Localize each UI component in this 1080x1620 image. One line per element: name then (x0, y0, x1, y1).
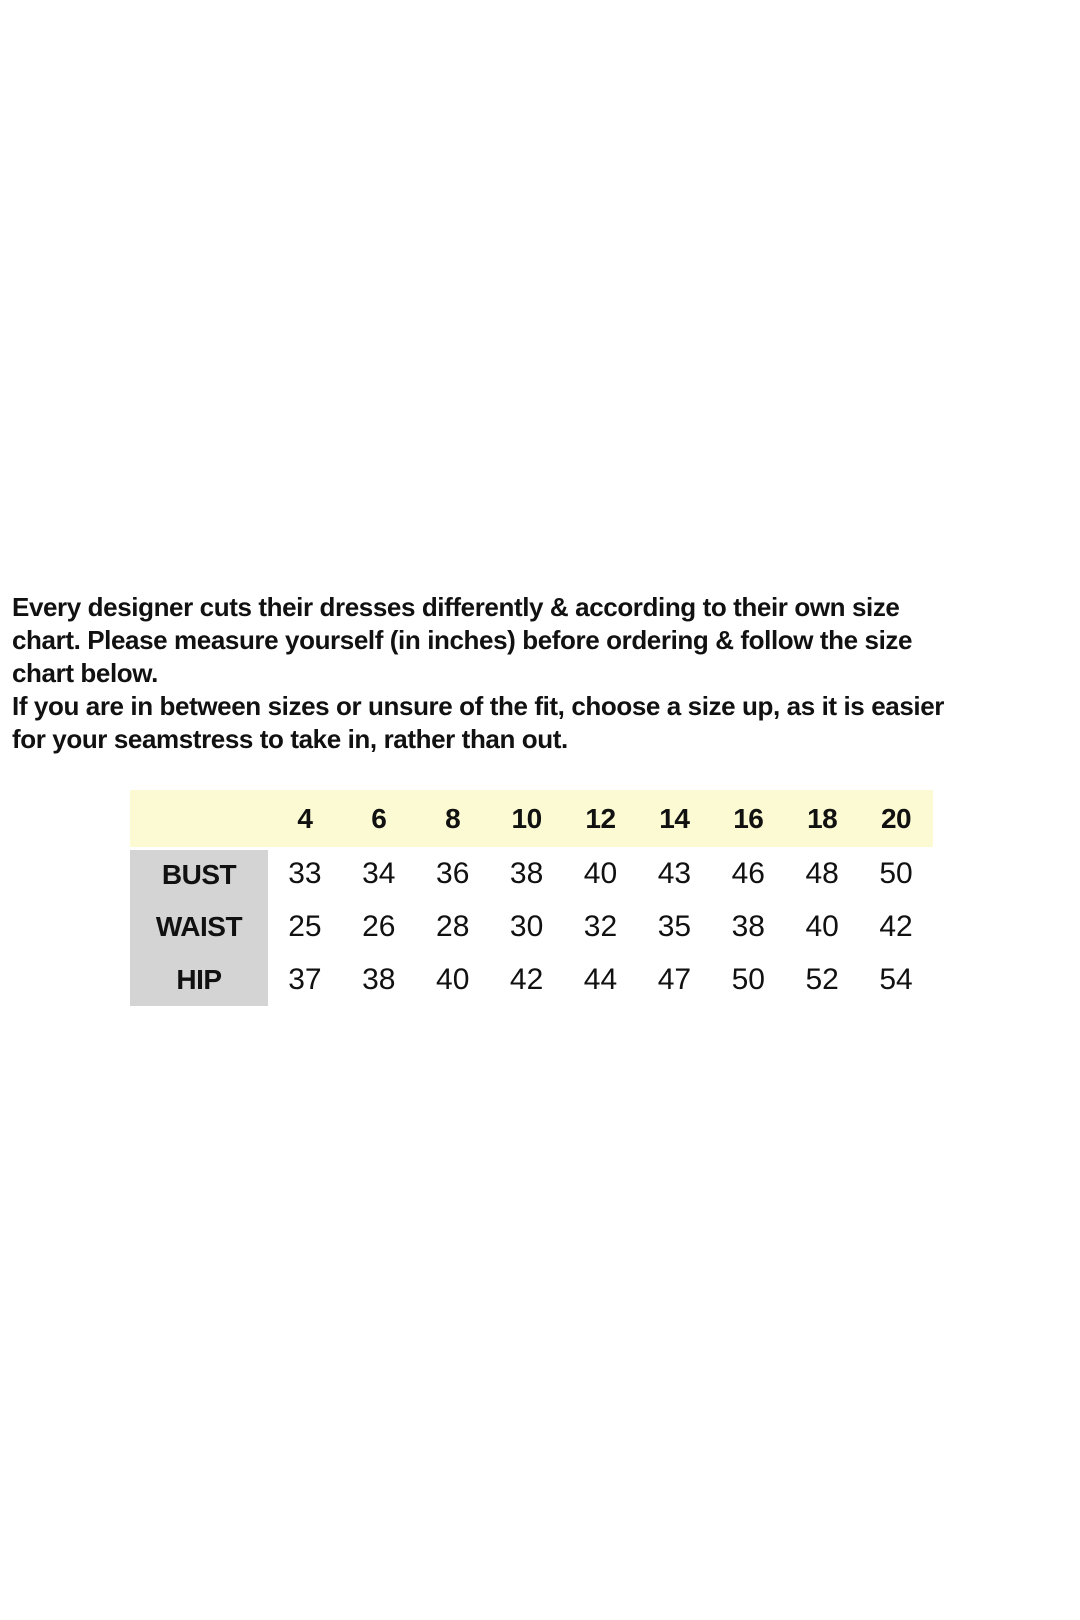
row-label-bust: BUST (130, 847, 268, 900)
measurement-value: 50 (711, 953, 785, 1006)
measurement-value: 50 (859, 847, 933, 900)
measurement-value: 47 (637, 953, 711, 1006)
row-label-waist: WAIST (130, 900, 268, 953)
measurement-value: 38 (711, 900, 785, 953)
measurement-value: 40 (564, 847, 638, 900)
intro-line: chart. Please measure yourself (in inches) before ordering & follow the size (12, 625, 913, 655)
measurement-value: 32 (564, 900, 638, 953)
measurement-value: 43 (637, 847, 711, 900)
intro-text (12, 591, 1074, 756)
size-column-header: 18 (785, 790, 859, 847)
size-column-header: 16 (711, 790, 785, 847)
measurement-value: 42 (859, 900, 933, 953)
size-chart-table (130, 790, 933, 1006)
measurement-value: 37 (268, 953, 342, 1006)
measurement-value: 52 (785, 953, 859, 1006)
size-chart-corner-cell (130, 790, 268, 847)
size-column-header: 12 (564, 790, 638, 847)
measurement-value: 28 (416, 900, 490, 953)
measurement-value: 26 (342, 900, 416, 953)
measurement-value: 40 (416, 953, 490, 1006)
measurement-value: 40 (785, 900, 859, 953)
measurement-value: 38 (490, 847, 564, 900)
intro-line: If you are in between sizes or unsure of the fit, choose a size up, as it is easier (12, 691, 944, 721)
intro-line: for your seamstress to take in, rather than out. (12, 724, 568, 754)
measurement-value: 34 (342, 847, 416, 900)
measurement-value: 42 (490, 953, 564, 1006)
intro-line: Every designer cuts their dresses differently & according to their own size (12, 592, 900, 622)
measurement-value: 38 (342, 953, 416, 1006)
measurement-value: 35 (637, 900, 711, 953)
measurement-value: 54 (859, 953, 933, 1006)
measurement-value: 33 (268, 847, 342, 900)
size-column-header: 8 (416, 790, 490, 847)
size-column-header: 10 (490, 790, 564, 847)
row-label-hip: HIP (130, 953, 268, 1006)
size-column-header: 6 (342, 790, 416, 847)
measurement-value: 44 (564, 953, 638, 1006)
measurement-value: 48 (785, 847, 859, 900)
measurement-value: 25 (268, 900, 342, 953)
size-column-header: 20 (859, 790, 933, 847)
size-column-header: 4 (268, 790, 342, 847)
measurement-value: 46 (711, 847, 785, 900)
measurement-value: 36 (416, 847, 490, 900)
size-column-header: 14 (637, 790, 711, 847)
intro-line: chart below. (12, 658, 158, 688)
measurement-value: 30 (490, 900, 564, 953)
